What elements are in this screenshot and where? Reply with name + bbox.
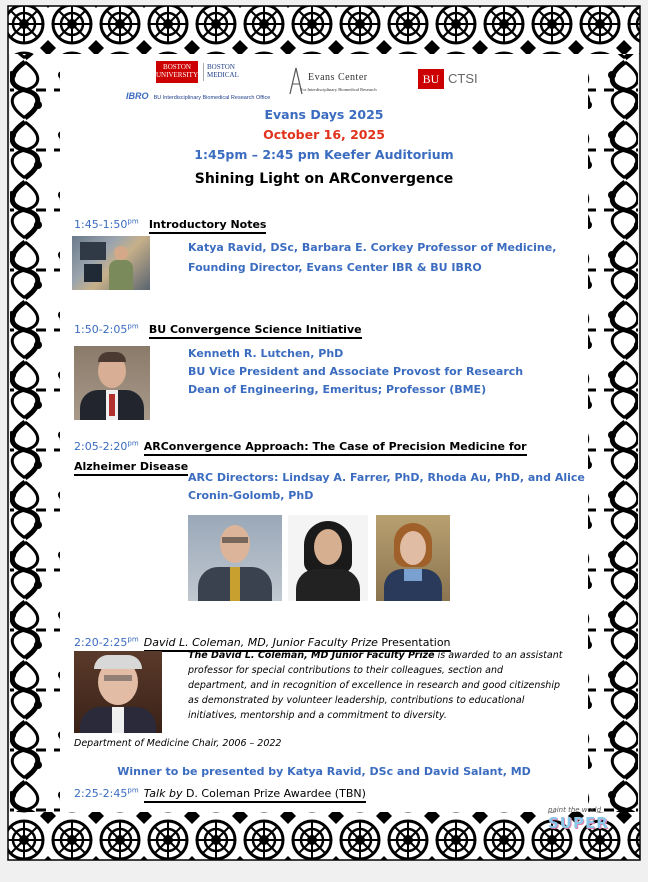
event-theme: Shining Light on ARConvergence (194, 171, 454, 187)
event-date: October 16, 2025 (263, 127, 385, 142)
session-3-pm: pm (127, 439, 139, 447)
session-2-time-value: 1:50-2:05 (74, 323, 128, 336)
session-3-title-line-2: Alzheimer Disease (74, 460, 188, 476)
coleman-desc-line-4: as demonstrated by volunteer leadership, contributions to educational (188, 695, 525, 706)
session-2-speaker (188, 345, 588, 399)
watermark (548, 806, 628, 850)
session-2-speaker-line-3: Dean of Engineering, Emeritus; Professor (BME) (188, 383, 487, 396)
ibro-full: BU Interdisciplinary Biomedical Research Office (153, 95, 271, 101)
final-session-title (144, 787, 366, 803)
bu-logo-text: BOSTON UNIVERSITY (156, 61, 198, 83)
session-3-time (74, 440, 139, 453)
logo-bu-ctsi (418, 69, 488, 89)
session-1-time (74, 218, 139, 231)
photo-lindsay-farrer (188, 515, 282, 601)
coleman-desc-line-2: professor for special contributions to their colleagues, section and (188, 665, 504, 676)
session-2-speaker-line-2: BU Vice President and Associate Provost for Research (188, 365, 524, 378)
watermark-line-1: paint the world (548, 806, 602, 814)
coleman-prize-description-line-1 (188, 648, 588, 663)
photo-katya-ravid (72, 236, 150, 290)
session-3-title-line-1: ARConvergence Approach: The Case of Precision Medicine for (144, 440, 527, 456)
final-talk-italic: Talk by (143, 787, 183, 800)
session-1-pm: pm (127, 217, 139, 226)
logo-boston-university (156, 61, 198, 81)
coleman-desc-line-1: is awarded to an assistant (434, 650, 563, 661)
bu-ctsi-bu: BU (418, 69, 444, 89)
event-title: Evans Days 2025 (264, 107, 384, 122)
session-3-speaker-line-2: Cronin-Golomb, PhD (188, 489, 314, 502)
session-1-title: Introductory Notes (149, 218, 267, 234)
session-4-time (74, 636, 139, 649)
evans-center-subtitle: For Interdisciplinary Biomedical Research (300, 87, 377, 92)
coleman-desc-line-3: department, and in recognition of excellence in research and good citizenship (188, 680, 560, 691)
logo-evans-center (288, 64, 400, 98)
photo-david-coleman (74, 651, 162, 733)
session-3-time-value: 2:05-2:20 (74, 439, 128, 453)
session-4-title-rest: Presentation (377, 636, 451, 649)
session-4-pm: pm (127, 635, 139, 644)
coleman-photo-caption: Department of Medicine Chair, 2006 – 2022 (74, 738, 282, 749)
logo-boston-medical (203, 63, 249, 81)
session-2-pm: pm (127, 322, 139, 331)
ibro-short: IBRO (126, 91, 149, 101)
session-1-speaker-line-1: Katya Ravid, DSc, Barbara E. Corkey Professor of Medicine, (188, 241, 557, 254)
logo-ibro (126, 84, 286, 101)
boston-medical-text: BOSTON MEDICAL (207, 63, 239, 79)
final-session-header (74, 782, 366, 801)
final-session-time-value: 2:25-2:45 (74, 787, 128, 800)
coleman-prize-description (188, 648, 588, 723)
session-4-time-value: 2:20-2:25 (74, 636, 128, 649)
session-2-title: BU Convergence Science Initiative (149, 323, 362, 339)
final-talk-rest: D. Coleman Prize Awardee (TBN) (182, 787, 366, 800)
session-1-header (74, 213, 266, 232)
session-1-speaker-line-2: Founding Director, Evans Center IBR & BU IBRO (188, 261, 482, 274)
session-4-title-italic: David L. Coleman, MD, Junior Faculty Prize (143, 636, 378, 649)
final-session-pm: pm (127, 786, 139, 795)
winner-announcement: Winner to be presented by Katya Ravid, DSc and David Salant, MD (117, 765, 531, 778)
session-3-speaker (188, 469, 588, 505)
photo-alice-cronin-golomb (376, 515, 450, 601)
session-2-time (74, 323, 139, 336)
session-1-time-value: 1:45-1:50 (74, 218, 128, 231)
final-session-time (74, 787, 139, 800)
coleman-prize-name: The David L. Coleman, MD Junior Faculty Prize (188, 650, 435, 661)
photo-rhoda-au (288, 515, 368, 601)
session-1-speaker (188, 239, 588, 277)
photo-kenneth-lutchen (74, 346, 150, 420)
evans-center-title: Evans Center (308, 72, 368, 83)
session-2-speaker-line-1: Kenneth R. Lutchen, PhD (188, 347, 344, 360)
coleman-desc-line-5: initiatives, mentorship and a commitment to diversity. (188, 710, 447, 721)
watermark-line-2: SUPER (548, 814, 609, 832)
bu-ctsi-ctsi: CTSI (448, 71, 478, 86)
session-2-header (74, 318, 362, 337)
session-3-speaker-line-1: ARC Directors: Lindsay A. Farrer, PhD, Rhoda Au, PhD, and Alice (188, 471, 585, 484)
event-time-place: 1:45pm – 2:45 pm Keefer Auditorium (194, 147, 454, 162)
